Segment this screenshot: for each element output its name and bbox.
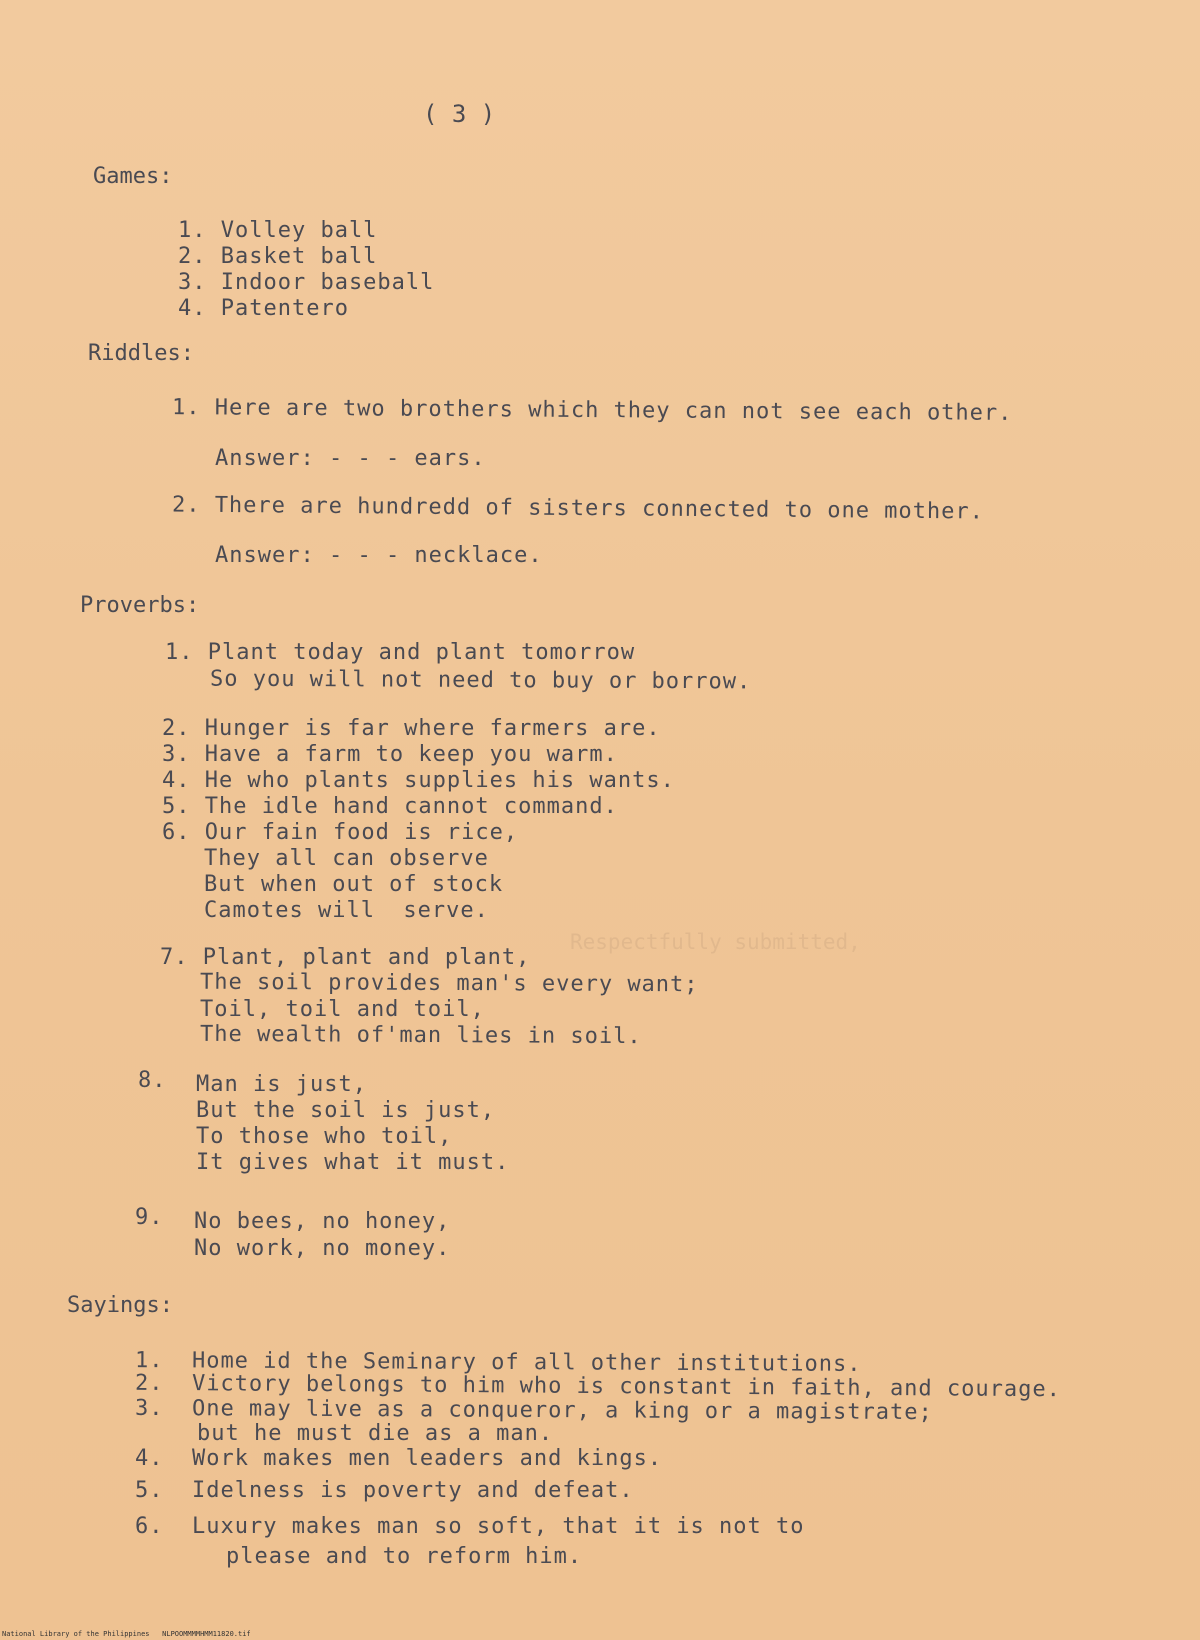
riddles-heading: Riddles: [88,341,194,366]
proverb-line: 6. Our fain food is rice, [162,820,519,845]
proverb-line: So you will not need to buy or borrow. [209,666,752,695]
proverb-line: Man is just, [196,1072,367,1097]
riddle-answer: Answer: - - - necklace. [215,543,543,568]
proverb-line: It gives what it must. [196,1150,510,1175]
proverb-line: 2. Hunger is far where farmers are. [162,716,661,741]
proverb-line: 3. Have a farm to keep you warm. [162,742,618,767]
proverb-number: 8. [138,1068,167,1093]
riddle-question: 1. Here are two brothers which they can not see each other. [171,395,1013,426]
proverb-line: 5. The idle hand cannot command. [162,794,618,819]
games-item: 2. Basket ball [178,244,378,269]
proverb-line: But when out of stock [204,872,504,897]
saying-line: 4. Work makes men leaders and kings. [135,1446,663,1471]
sayings-heading: Sayings: [67,1293,173,1318]
games-item: 1. Volley ball [178,218,378,243]
scan-footer: National Library of the Philippines NLPOOMMMMHMM11820.tif [2,1630,251,1638]
proverb-line: No work, no money. [194,1236,451,1261]
saying-line: please and to reform him. [226,1544,583,1569]
proverb-line: Camotes will serve. [204,898,489,923]
page-number: ( 3 ) [423,100,496,128]
saying-line: 1. Home id the Seminary of all other institutions. [134,1348,862,1377]
proverb-line: 1. Plant today and plant tomorrow [165,640,636,665]
games-item: 4. Patentero [178,296,349,321]
proverb-line: The wealth of'man lies in soil. [199,1021,642,1050]
proverb-line: No bees, no honey, [194,1209,451,1234]
proverb-line: 4. He who plants supplies his wants. [162,768,675,793]
games-item: 3. Indoor baseball [178,270,435,295]
proverb-line: To those who toil, [196,1124,453,1149]
proverb-line: But the soil is just, [196,1098,496,1123]
riddle-question: 2. There are hundredd of sisters connected to one mother. [171,492,985,525]
proverb-line: Toil, toil and toil, [200,997,485,1022]
proverb-number: 9. [135,1205,164,1230]
saying-line: 5. Idelness is poverty and defeat. [135,1478,634,1503]
proverb-line: The soil provides man's every want; [199,969,699,998]
riddle-answer: Answer: - - - ears. [215,446,486,471]
games-heading: Games: [93,164,173,189]
proverb-line: They all can observe [204,846,489,871]
bleed-through-text: Respectfully submitted, [570,930,861,954]
saying-line: 6. Luxury makes man so soft, that it is not to [135,1514,805,1539]
proverb-line: 7. Plant, plant and plant, [160,945,531,970]
saying-line: but he must die as a man. [197,1421,554,1446]
saying-line: 2. Victory belongs to him who is constant in faith, and courage. [134,1370,1062,1403]
proverbs-heading: Proverbs: [80,593,200,618]
saying-line: 3. One may live as a conqueror, a king or a magistrate; [134,1395,933,1426]
